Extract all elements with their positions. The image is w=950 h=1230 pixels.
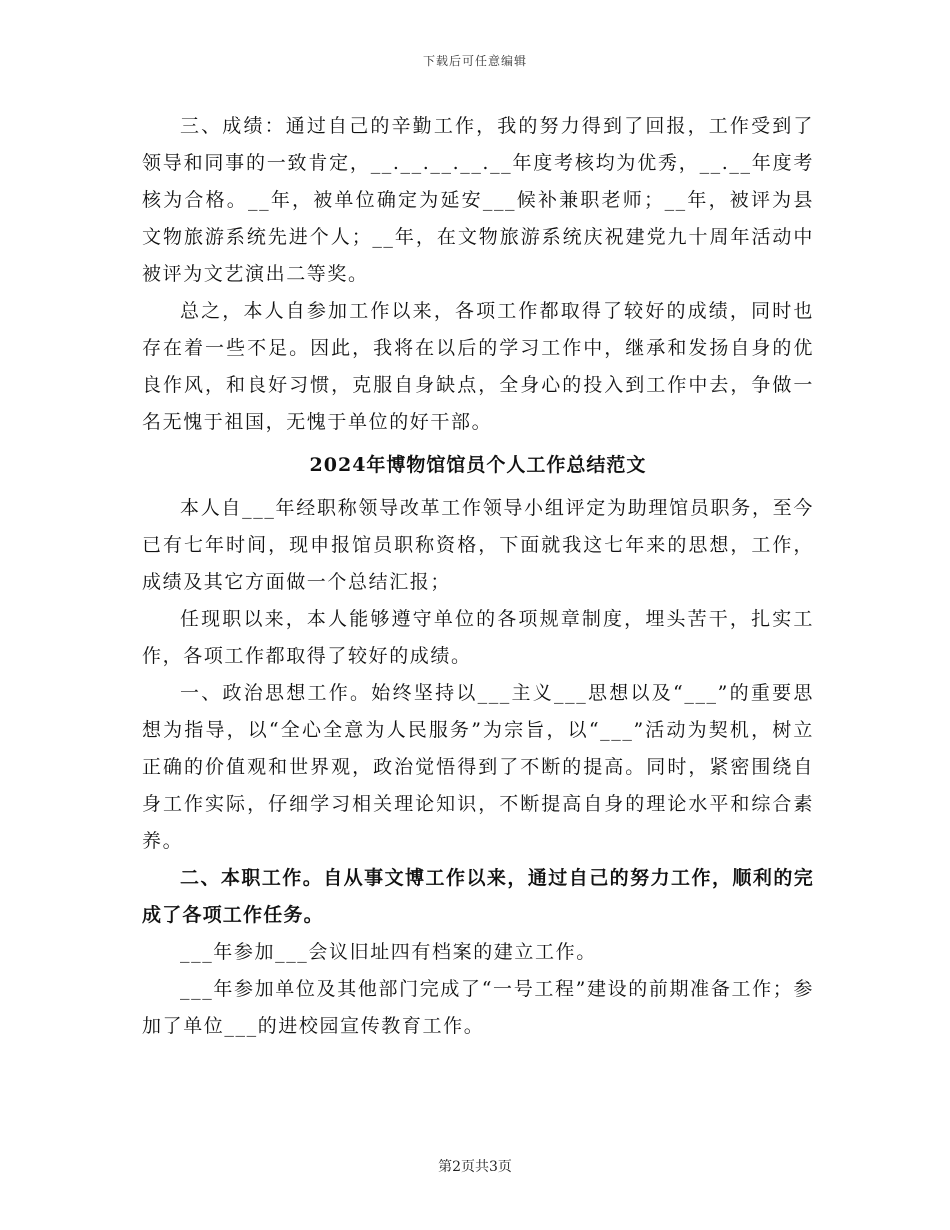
paragraph-intro: 本人自___年经职称领导改革工作领导小组评定为助理馆员职务，至今已有七年时间，现申报馆员职称资格，下面就我这七年来的思想，工作，成绩及其它方面做一个总结汇报； [142,497,814,593]
paragraph-political: 一、政治思想工作。始终坚持以___主义___思想以及“___”的重要思想为指导，以“全心全意为人民服务”为宗旨，以“___”活动为契机，树立正确的价值观和世界观，政治觉悟得到了不断的提高。同时，紧密围绕自身工作实际，仔细学习相关理论知识，不断提高自身的理论水平和综合素养。 [142,682,814,852]
page-number-footer: 第2页共3页 [438,1159,512,1175]
paragraph-archive-work: ___年参加___会议旧址四有档案的建立工作。 [180,941,597,963]
paragraph-achievements: 三、成绩：通过自己的辛勤工作，我的努力得到了回报，工作受到了领导和同事的一致肯定，__.__.__.__.__年度考核均为优秀，__.__年度考核为合格。__年，被单位确定为延安___候补兼职老师；__年，被评为县文物旅游系统先进个人；__年，在文物旅游系统庆祝建党九十周年活动中被评为文艺演出二等奖。 [142,115,814,285]
paragraph-conclusion: 总之，本人自参加工作以来，各项工作都取得了较好的成绩，同时也存在着一些不足。因此，我将在以后的学习工作中，继承和发扬自身的优良作风，和良好习惯，克服自身缺点，全身心的投入到工作中去，争做一名无愧于祖国，无愧于单位的好干部。 [142,300,814,433]
document-body [142,108,814,1045]
paragraph-duties-heading: 二、本职工作。自从事文博工作以来，通过自己的努力工作，顺利的完成了各项工作任务。 [142,867,814,926]
page-header-note: 下载后可任意编辑 [422,54,527,68]
paragraph-project-work: ___年参加单位及其他部门完成了“一号工程”建设的前期准备工作；参加了单位___的进校园宣传教育工作。 [142,978,814,1037]
section-title: 2024年博物馆馆员个人工作总结范文 [309,454,647,476]
paragraph-overview: 任现职以来，本人能够遵守单位的各项规章制度，埋头苦干，扎实工作，各项工作都取得了较好的成绩。 [142,608,814,667]
